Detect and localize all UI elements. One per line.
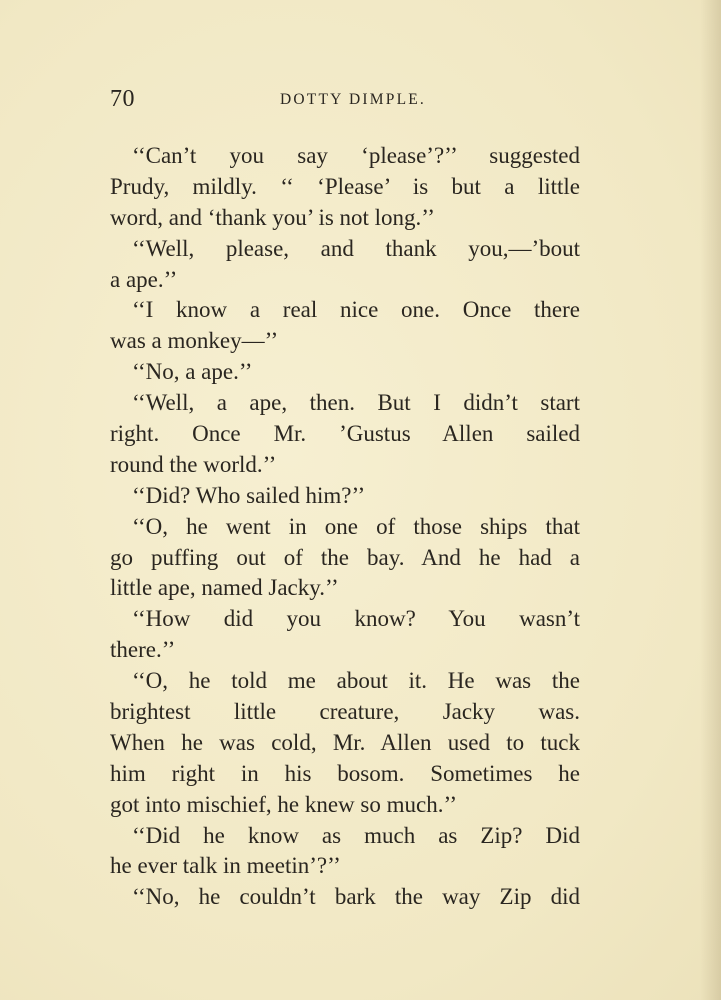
- text-line: When he was cold, Mr. Allen used to tuck: [110, 729, 580, 755]
- text-line: ‘‘O, he told me about it. He was the: [132, 668, 580, 694]
- text-line: ‘‘Can’t you say ‘please’?’’ suggested: [132, 143, 580, 168]
- text-line: little ape, named Jacky.’’: [110, 575, 339, 601]
- page-header: [110, 86, 580, 116]
- text-line: right. Once Mr. ’Gustus Allen sailed: [110, 421, 580, 447]
- text-line: Prudy, mildly. ‘‘ ‘Please’ is but a little: [110, 173, 580, 199]
- body-text: [110, 141, 580, 913]
- text-line: ‘‘Well, a ape, then. But I didn’t start: [132, 390, 580, 416]
- text-line: ‘‘No, a ape.’’: [132, 359, 253, 385]
- text-line: ‘‘I know a real nice one. Once there: [132, 297, 580, 323]
- text-line: a ape.’’: [110, 266, 178, 292]
- text-line: brightest little creature, Jacky was.: [110, 699, 580, 725]
- page-number: 70: [110, 86, 135, 112]
- text-line: ‘‘Did? Who sailed him?’’: [132, 482, 366, 508]
- text-line: ‘‘No, he couldn’t bark the way Zip did: [132, 884, 580, 910]
- text-line: got into mischief, he knew so much.’’: [110, 791, 458, 817]
- text-line: ‘‘Did he know as much as Zip? Did: [132, 822, 580, 848]
- text-line: round the world.’’: [110, 451, 277, 477]
- text-line: go puffing out of the bay. And he had a: [110, 544, 580, 570]
- text-line: was a monkey—’’: [110, 328, 279, 354]
- text-line: ‘‘O, he went in one of those ships that: [132, 513, 580, 539]
- text-line: him right in his bosom. Sometimes he: [110, 760, 580, 786]
- text-line: word, and ‘thank you’ is not long.’’: [110, 204, 435, 230]
- text-line: he ever talk in meetin’?’’: [110, 853, 341, 879]
- running-head: DOTTY DIMPLE.: [280, 91, 426, 108]
- text-line: there.’’: [110, 637, 176, 663]
- text-line: ‘‘Well, please, and thank you,—’bout: [132, 235, 580, 261]
- text-line: ‘‘How did you know? You wasn’t: [132, 606, 580, 632]
